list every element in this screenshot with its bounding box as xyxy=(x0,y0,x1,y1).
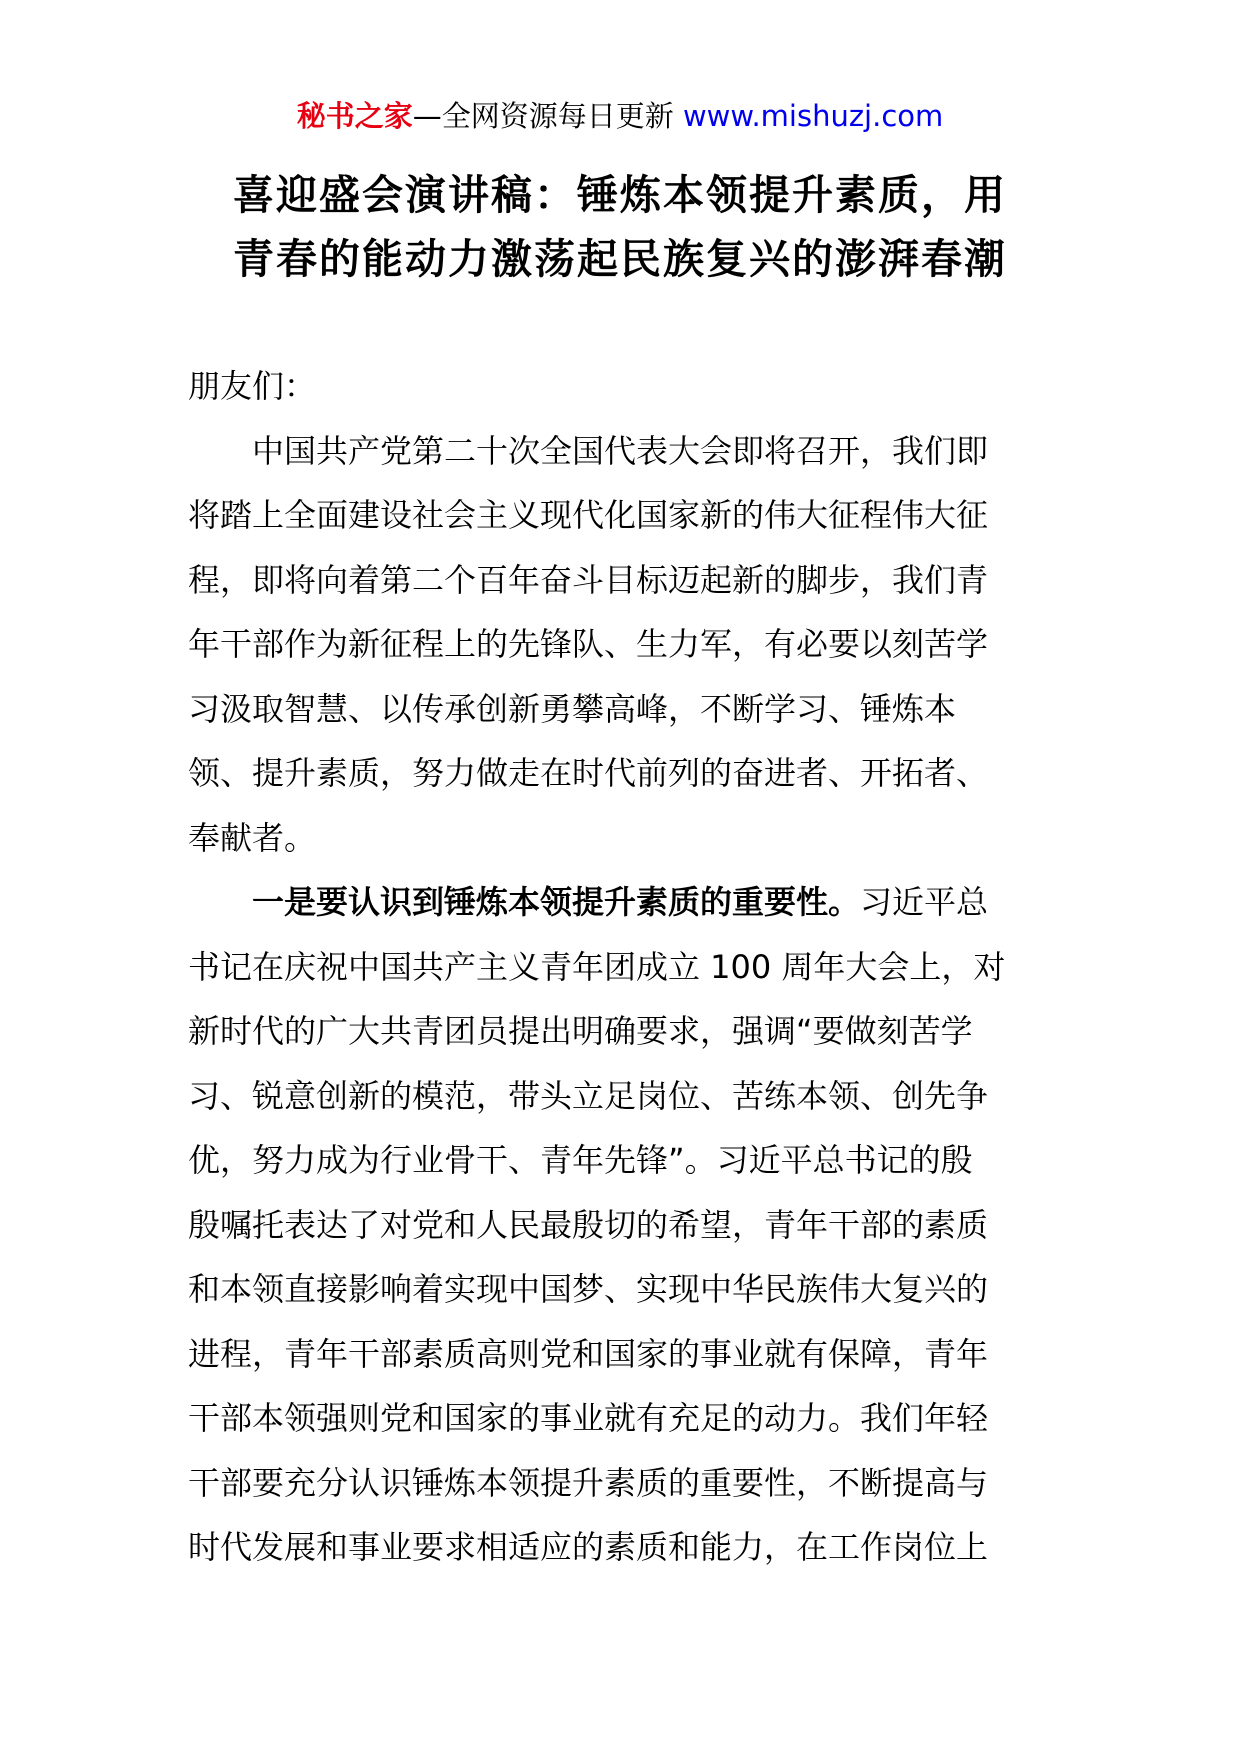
paragraph-line: 中国共产党第二十次全国代表大会即将召开，我们即 xyxy=(252,431,989,470)
section-heading: 一是要认识到锤炼本领提升素质的重要性。 xyxy=(252,883,861,921)
paragraph-line: 年干部作为新征程上的先锋队、生力军，有必要以刻苦学 xyxy=(188,625,989,663)
paragraph-line: 习汲取智慧、以传承创新勇攀高峰，不断学习、锤炼本 xyxy=(188,689,957,728)
paragraph-line: 书记在庆祝中国共产主义青年团成立 100 周年大会上，对 xyxy=(188,947,1006,986)
site-header xyxy=(0,96,1240,136)
title-line: 喜迎盛会演讲稿：锤炼本领提升素质，用 xyxy=(233,171,1007,219)
document-body xyxy=(188,354,1058,1580)
paragraph-line: 优，努力成为行业骨干、青年先锋”。习近平总书记的殷 xyxy=(188,1141,973,1179)
site-url-link[interactable]: www.mishuzj.com xyxy=(682,99,944,133)
paragraph-line: 新时代的广大共青团员提出明确要求，强调“要做刻苦学 xyxy=(188,1012,973,1050)
salutation: 朋友们： xyxy=(188,367,317,405)
site-brand: 秘书之家 xyxy=(296,99,413,133)
document-title xyxy=(150,163,1090,291)
paragraph-line: 干部要充分认识锤炼本领提升素质的重要性，不断提高与 xyxy=(188,1463,989,1502)
paragraph-line: 习、锐意创新的模范，带头立足岗位、苦练本领、创先争 xyxy=(188,1076,989,1115)
paragraph-text: 习近平总 xyxy=(860,883,989,921)
paragraph-line xyxy=(188,870,1058,935)
site-tagline: —全网资源每日更新 xyxy=(412,99,683,133)
paragraph-line: 将踏上全面建设社会主义现代化国家新的伟大征程伟大征 xyxy=(188,496,989,534)
paragraph-line: 领、提升素质，努力做走在时代前列的奋进者、开拓者、 xyxy=(188,754,989,792)
paragraph-line: 时代发展和事业要求相适应的素质和能力，在工作岗位上 xyxy=(188,1528,989,1566)
title-line: 青春的能动力激荡起民族复兴的澎湃春潮 xyxy=(233,235,1007,283)
paragraph-line: 奉献者。 xyxy=(188,818,317,857)
paragraph-line: 殷嘱托表达了对党和人民最殷切的希望，青年干部的素质 xyxy=(188,1205,989,1244)
paragraph-line: 程，即将向着第二个百年奋斗目标迈起新的脚步，我们青 xyxy=(188,560,989,599)
paragraph-line: 进程，青年干部素质高则党和国家的事业就有保障，青年 xyxy=(188,1334,989,1373)
paragraph-line: 和本领直接影响着实现中国梦、实现中华民族伟大复兴的 xyxy=(188,1270,989,1308)
paragraph-line: 干部本领强则党和国家的事业就有充足的动力。我们年轻 xyxy=(188,1399,989,1437)
